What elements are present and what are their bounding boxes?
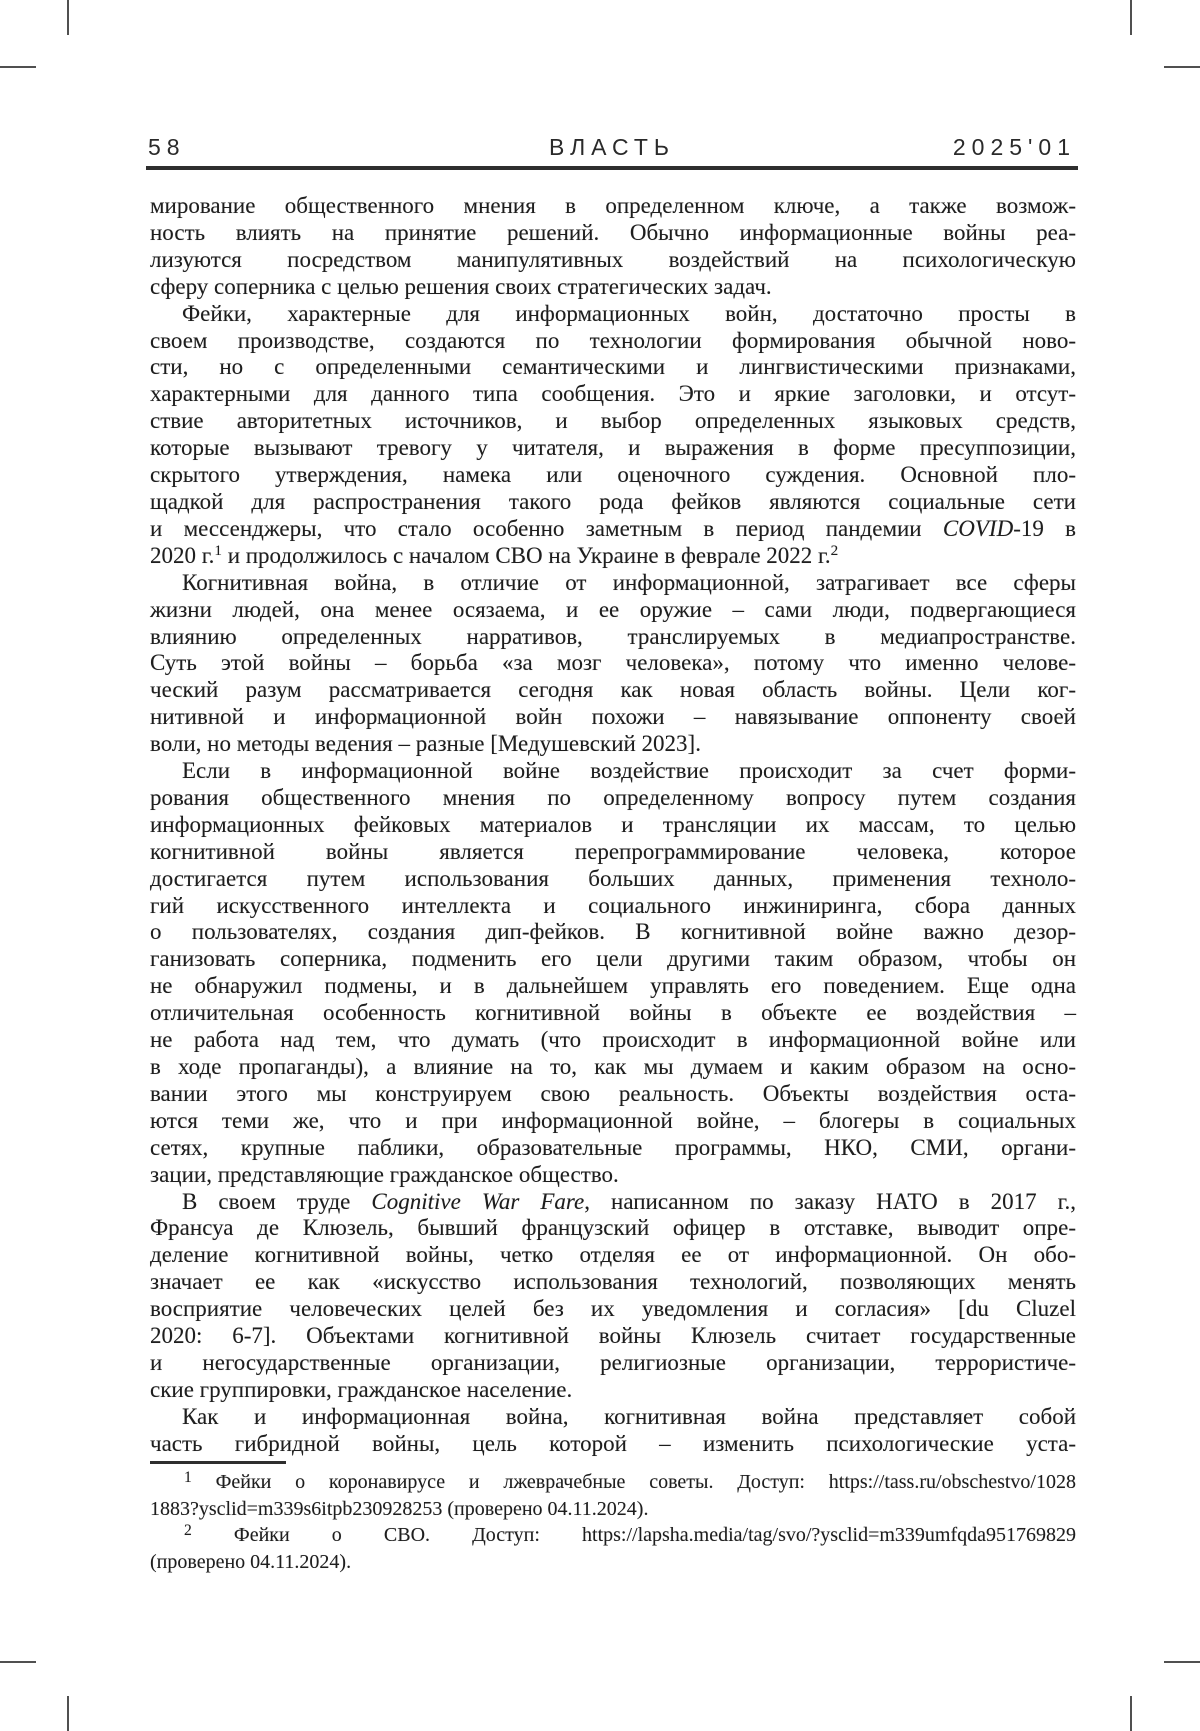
paragraph	[150, 758, 1076, 1189]
crop-mark-bottom-right-vertical	[1130, 1696, 1132, 1731]
text-line	[150, 381, 1076, 408]
text-run: рования общественного мнения по определенному вопросу путем создания	[150, 784, 1076, 810]
text-line	[150, 516, 1076, 543]
text-run: 2020 г.	[150, 542, 215, 568]
text-line	[150, 893, 1076, 920]
text-run: отличительная особенность когнитивной войны в объекте ее воздействия –	[150, 1000, 1076, 1026]
crop-mark-top-right-vertical	[1130, 0, 1132, 35]
text-run: деление когнитивной войны, четко отделяя ее от информационной. Он обо-	[150, 1242, 1076, 1268]
crop-mark-top-right-horizontal	[1164, 66, 1200, 68]
text-run: Фейки о СВО. Доступ: https://lapsha.media/tag/svo/?ysclid=m339umfqda951769829	[191, 1524, 1076, 1546]
text-run: характерными для данного типа сообщения. Это и яркие заголовки, и отсут-	[150, 381, 1076, 407]
article-body	[150, 193, 1076, 1458]
text-line	[150, 785, 1076, 812]
text-line	[150, 274, 1076, 301]
text-line	[150, 650, 1076, 677]
text-line	[150, 489, 1076, 516]
text-line	[150, 946, 1076, 973]
text-line	[150, 462, 1076, 489]
text-line	[150, 839, 1076, 866]
crop-mark-bottom-left-vertical	[67, 1696, 69, 1731]
text-line	[150, 731, 1076, 758]
paragraph	[150, 301, 1076, 570]
text-line	[150, 866, 1076, 893]
text-line	[150, 1469, 1076, 1496]
text-line	[150, 193, 1076, 220]
issue-number: 2025'01	[952, 134, 1076, 160]
text-run: ганизовать соперника, подменить его цели другими таким образом, чтобы он	[150, 946, 1076, 972]
text-run: скрытого утверждения, намека или оценочного суждения. Основной пло-	[150, 462, 1076, 488]
text-run: сетях, крупные паблики, образовательные программы, НКО, СМИ, органи-	[150, 1134, 1076, 1160]
text-run: не обнаружил подмены, и в дальнейшем управлять его поведением. Еще одна	[150, 973, 1076, 999]
text-line	[150, 1404, 1076, 1431]
text-run: сферу соперника с целью решения своих стратегических задач.	[150, 273, 772, 299]
text-run: значает ее как «искусство использования технологий, позволяющих менять	[150, 1269, 1076, 1295]
text-line	[150, 758, 1076, 785]
text-line	[150, 1162, 1076, 1189]
text-run: ские группировки, гражданское население.	[150, 1376, 573, 1402]
text-line	[150, 919, 1076, 946]
footnote-separator	[150, 1461, 286, 1464]
text-run: -19 в	[1013, 515, 1076, 541]
text-run: , написанном по заказу НАТО в 2017 г.,	[584, 1188, 1076, 1214]
text-line	[150, 435, 1076, 462]
text-run: о пользователях, создания дип-фейков. В когнитивной войне важно дезор-	[150, 919, 1076, 945]
text-line	[150, 247, 1076, 274]
footnote	[150, 1522, 1076, 1575]
text-line	[150, 1522, 1076, 1549]
text-run: ческий разум рассматривается сегодня как новая область войны. Цели ког-	[150, 677, 1076, 703]
text-line	[150, 301, 1076, 328]
text-run: и продолжилось с началом СВО на Украине в феврале 2022 г.	[221, 542, 831, 568]
text-run: жизни людей, она менее осязаема, и ее оружие – сами люди, подвергающиеся	[150, 596, 1076, 622]
text-run: (проверено 04.11.2024).	[150, 1550, 352, 1573]
text-line	[150, 1215, 1076, 1242]
text-run: достигается путем использования больших данных, применения техноло-	[150, 865, 1076, 891]
text-run: сти, но с определенными семантическими и лингвистическими признаками,	[150, 354, 1076, 380]
text-line	[150, 1054, 1076, 1081]
text-line	[150, 1296, 1076, 1323]
text-line	[150, 408, 1076, 435]
text-line	[150, 1269, 1076, 1296]
superscript-marker: 1	[214, 542, 222, 560]
crop-mark-bottom-left-horizontal	[0, 1661, 36, 1663]
text-run: гий искусственного интеллекта и социального инжиниринга, сбора данных	[150, 892, 1076, 918]
paragraph	[150, 193, 1076, 301]
text-line	[150, 1323, 1076, 1350]
text-line	[150, 624, 1076, 651]
text-run: Суть этой войны – борьба «за мозг человека», потому что именно челове-	[150, 650, 1076, 676]
text-run: влиянию определенных нарративов, транслируемых в медиапространстве.	[150, 623, 1076, 649]
text-line	[150, 1350, 1076, 1377]
text-run: Если в информационной войне воздействие происходит за счет форми-	[182, 758, 1076, 784]
text-run: Когнитивная война, в отличие от информационной, затрагивает все сферы	[182, 569, 1076, 595]
text-run: Фейки о коронавирусе и лжеврачебные советы. Доступ: https://tass.ru/obschestvo/1028	[191, 1471, 1076, 1493]
text-line	[150, 570, 1076, 597]
text-run: часть гибридной войны, цель которой – изменить психологические уста-	[150, 1430, 1076, 1456]
text-line	[150, 973, 1076, 1000]
text-line	[150, 1242, 1076, 1269]
text-line	[150, 220, 1076, 247]
text-run: В своем труде	[182, 1188, 372, 1214]
text-run: которые вызывают тревогу у читателя, и выражения в форме пресуппозиции,	[150, 435, 1076, 461]
header-rule	[146, 166, 1078, 170]
text-run: ность влиять на принятие решений. Обычно информационные войны реа-	[150, 219, 1076, 245]
text-run: когнитивной войны является перепрограммирование человека, которое	[150, 838, 1076, 864]
text-run: Как и информационная война, когнитивная война представляет собой	[182, 1403, 1076, 1429]
text-run: и негосударственные организации, религиозные организации, террористиче-	[150, 1349, 1076, 1375]
text-line	[150, 812, 1076, 839]
text-run: восприятие человеческих целей без их уведомления и согласия» [du Cluzel	[150, 1296, 1076, 1322]
text-run: Фейки, характерные для информационных войн, достаточно просты в	[182, 300, 1076, 326]
text-run: в ходе пропаганды), а влияние на то, как мы думаем и каким образом на осно-	[150, 1054, 1076, 1079]
text-line	[150, 1135, 1076, 1162]
text-line	[150, 1549, 1076, 1576]
text-line	[150, 354, 1076, 381]
text-run: мирование общественного мнения в определенном ключе, а также возмож-	[150, 193, 1076, 218]
text-run: и мессенджеры, что стало особенно заметным в период пандемии	[150, 515, 943, 541]
text-line	[150, 1377, 1076, 1404]
text-line	[150, 1189, 1076, 1216]
text-run: информационных фейковых материалов и трансляции их массам, то целью	[150, 811, 1076, 837]
text-run: не работа над тем, что думать (что происходит в информационной войне или	[150, 1027, 1076, 1053]
superscript-marker: 2	[830, 542, 839, 560]
text-run: ются теми же, что и при информационной войне, – блогеры в социальных	[150, 1107, 1076, 1133]
text-run: щадкой для распространения такого рода фейков являются социальные сети	[150, 488, 1076, 514]
text-line	[150, 543, 1076, 570]
text-line	[150, 704, 1076, 731]
page-number: 58	[148, 134, 186, 160]
text-line	[150, 1027, 1076, 1054]
paragraph	[150, 570, 1076, 758]
crop-mark-top-left-vertical	[67, 0, 69, 35]
paragraph	[150, 1189, 1076, 1404]
text-run: 2020: 6-7]. Объектами когнитивной войны Клюзель считает государственные	[150, 1323, 1076, 1349]
superscript-marker: 1	[184, 1468, 192, 1486]
italic-text: COVID	[942, 515, 1014, 541]
text-run: Франсуа де Клюзель, бывший французский офицер в отставке, выводит опре-	[150, 1215, 1076, 1241]
text-run: своем производстве, создаются по технологии формирования обычной ново-	[150, 327, 1076, 353]
text-line	[150, 1431, 1076, 1458]
text-run: воли, но методы ведения – разные [Медушевский 2023].	[150, 731, 701, 757]
text-run: вании этого мы конструируем свою реальность. Объекты воздействия оста-	[150, 1080, 1076, 1106]
running-head	[148, 134, 1076, 161]
journal-title: ВЛАСТЬ	[548, 134, 675, 160]
text-line	[150, 1000, 1076, 1027]
text-run: лизуются посредством манипулятивных воздействий на психологическую	[150, 246, 1076, 272]
text-run: нитивной и информационной войн похожи – навязывание оппоненту своей	[150, 704, 1076, 730]
text-line	[150, 597, 1076, 624]
crop-mark-top-left-horizontal	[0, 66, 36, 68]
footnotes	[150, 1469, 1076, 1575]
text-run: зации, представляющие гражданское общество.	[150, 1161, 619, 1187]
text-run: ствие авторитетных источников, и выбор определенных языковых средств,	[150, 408, 1076, 434]
text-line	[150, 1496, 1076, 1523]
text-line	[150, 1081, 1076, 1108]
italic-text: Cognitive War Fare	[371, 1188, 585, 1214]
crop-mark-bottom-right-horizontal	[1164, 1661, 1200, 1663]
text-line	[150, 1108, 1076, 1135]
paragraph	[150, 1404, 1076, 1458]
superscript-marker: 2	[184, 1521, 192, 1539]
text-run: 1883?ysclid=m339s6itpb230928253 (проверено 04.11.2024).	[150, 1497, 649, 1520]
text-line	[150, 677, 1076, 704]
footnote	[150, 1469, 1076, 1522]
text-line	[150, 328, 1076, 355]
